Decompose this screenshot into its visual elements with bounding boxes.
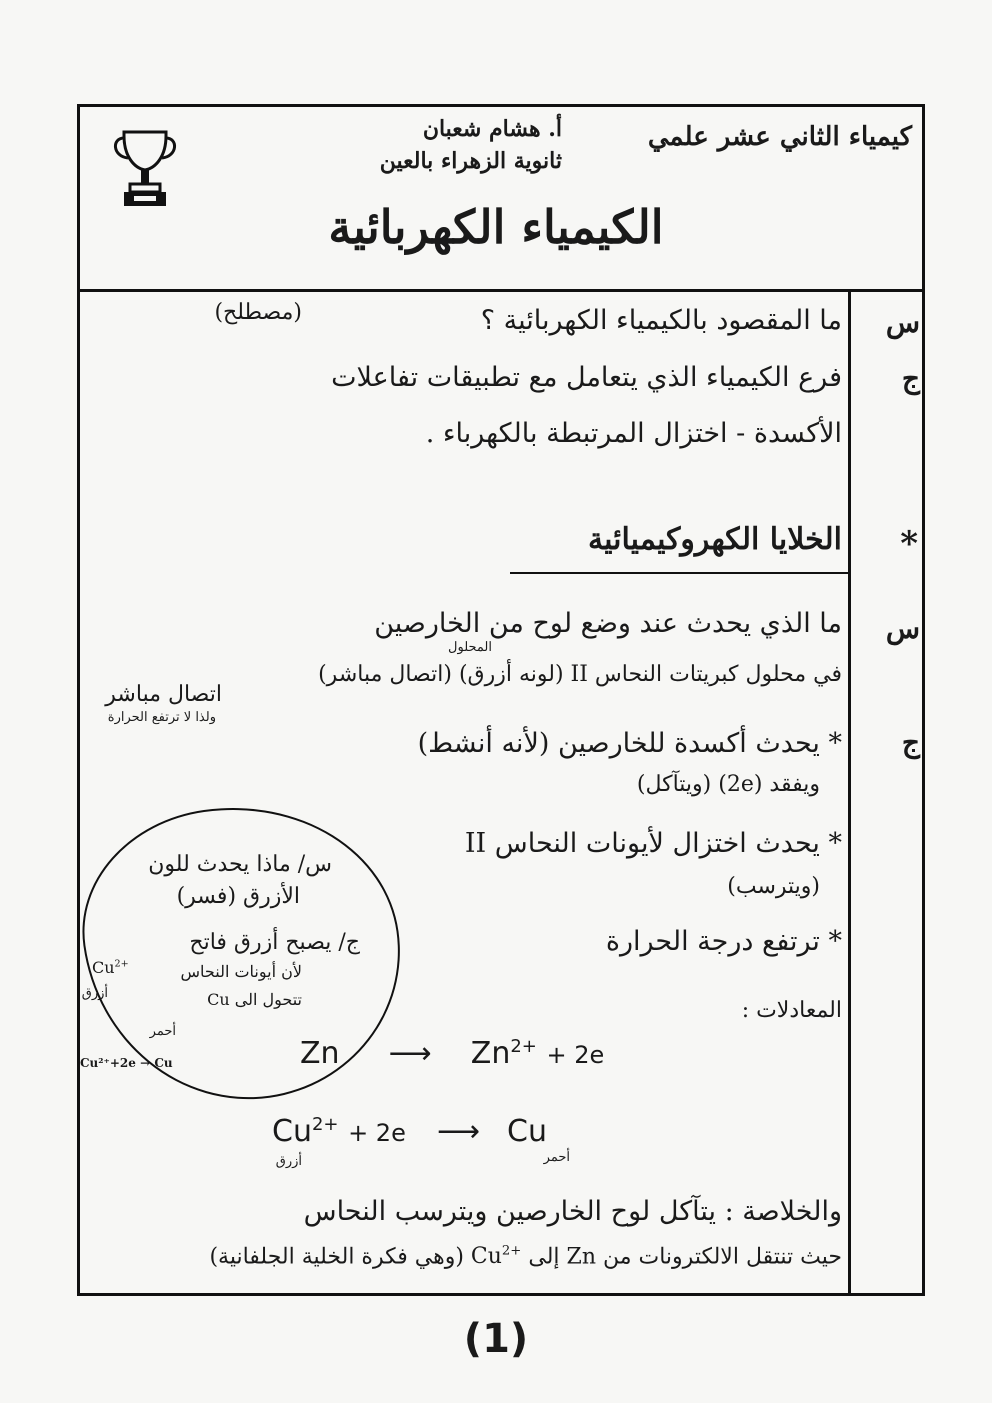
bubble-ion-color: أزرق: [81, 986, 108, 1001]
section-heading: الخلايا الكهروكيميائية: [588, 522, 842, 557]
margin-line: [848, 291, 851, 1293]
bubble-question: س/ ماذا يحدث للون: [148, 852, 332, 877]
question-2-side-note-2: ولذا لا ترتفع الحرارة: [107, 710, 216, 725]
equation-1-arrow: ⟶: [388, 1036, 432, 1071]
equation-1: Zn ⟶ $Zn^{2+} + 2e$: [300, 1036, 605, 1071]
section-marker: *: [900, 524, 918, 564]
question-2-line-1: ما الذي يحدث عند وضع لوح من الخارصين: [374, 608, 842, 639]
bubble-ion: $Cu^{2+}$: [92, 958, 129, 977]
answer-1-line-2: الأكسدة - اختزال المرتبطة بالكهرباء .: [425, 418, 842, 449]
answer-2-item-2-line-2: (ويترسب): [727, 874, 820, 899]
equation-2: $Cu^{2+} + 2e$ ⟶ Cu: [272, 1114, 548, 1149]
page-number: (1): [463, 1316, 529, 1362]
answer-1-line-1: فرع الكيمياء الذي يتعامل مع تطبيقات تفاعلات: [331, 362, 842, 393]
section-heading-underline: [510, 572, 850, 574]
answer-2-item-2-line-1: * يحدث اختزال لأيونات النحاس II: [464, 828, 842, 859]
equations-label: المعادلات :: [741, 998, 842, 1023]
conclusion-line-1: والخلاصة : يتآكل لوح الخارصين ويترسب النحاس: [303, 1196, 842, 1227]
answer-2-marker: ج: [901, 726, 920, 759]
school-name: ثانوية الزهراء بالعين: [379, 148, 562, 174]
answer-2-item-3: * ترتفع درجة الحرارة: [605, 926, 842, 957]
equation-2-left-note: أزرق: [275, 1154, 302, 1169]
question-2-line-2: في محلول كبريتات النحاس II (لونه أزرق) (اتصال مباشر): [318, 662, 842, 687]
bubble-copper-color: أحمر: [149, 1024, 176, 1039]
bubble-mini-equation: Cu²⁺+2e → Cu: [80, 1056, 173, 1070]
answer-2-item-1-line-2: ويفقد (2e) (ويتآكل): [636, 772, 820, 797]
bubble-answer-3: تتحول الى Cu: [207, 990, 302, 1009]
question-1-note: (مصطلح): [214, 300, 302, 325]
bubble-answer: ج/ يصبح أزرق فاتح: [189, 930, 360, 955]
conclusion-line-2: حيث تنتقل الالكترونات من Zn إلى $Cu^{2+}$ (وهي فكرة الخلية الجلفانية): [209, 1244, 842, 1270]
equation-2-arrow: ⟶: [436, 1114, 480, 1149]
equation-2-right-note: أحمر: [543, 1150, 570, 1165]
question-1: ما المقصود بالكيمياء الكهربائية ؟: [480, 305, 842, 336]
subject-line: كيمياء الثاني عشر علمي: [647, 122, 912, 152]
bubble-answer-2: لأن أيونات النحاس: [180, 962, 302, 981]
teacher-name: أ. هشام شعبان: [422, 116, 562, 142]
answer-marker: ج: [901, 362, 920, 395]
question-marker: س: [885, 306, 920, 339]
page-title: الكيمياء الكهربائية: [328, 200, 664, 254]
question-2-marker: س: [885, 612, 920, 645]
question-2-above-note: المحلول: [448, 640, 492, 655]
question-2-side-note-1: اتصال مباشر: [105, 682, 222, 707]
bubble-question-2: الأزرق (فسر): [176, 884, 300, 909]
answer-2-item-1-line-1: * يحدث أكسدة للخارصين (لأنه أنشط): [417, 728, 842, 759]
header-divider: [80, 289, 922, 292]
